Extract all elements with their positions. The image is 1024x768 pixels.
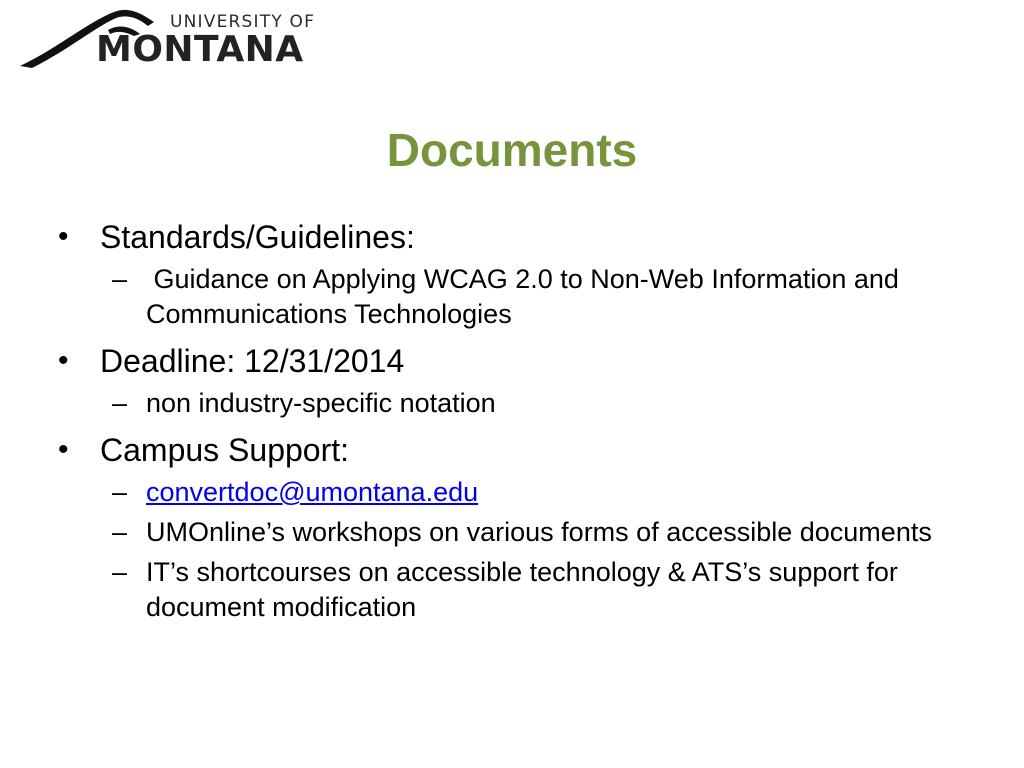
bullet-icon: • [58,344,69,377]
bullet-label: Campus Support: [100,432,350,468]
dash-icon: – [112,477,128,507]
sub-item-text: Guidance on Applying WCAG 2.0 to Non-Web Information and Communications Technologies [146,264,907,329]
bullet-campus-support [58,427,988,473]
dash-icon: – [112,388,128,418]
sub-item-text: IT’s shortcourses on accessible technology & ATS’s support for document modification [146,557,898,622]
sub-item-email [58,475,988,510]
sub-item-umonline-workshops [58,515,988,550]
bullet-icon: • [58,433,69,466]
sub-list-deadline [58,386,988,421]
sub-item-text: non industry-specific notation [146,388,496,418]
sub-item-it-shortcourses [58,555,988,625]
sub-list-standards [58,262,988,332]
email-link[interactable]: convertdoc@umontana.edu [146,477,479,507]
sub-list-campus-support [58,475,988,625]
bullet-label: Standards/Guidelines: [100,219,415,255]
slide-content [58,214,988,631]
sub-item-wcag-guidance [58,262,988,332]
dash-icon: – [112,517,128,547]
bullet-deadline [58,338,988,384]
slide-title: Documents [386,124,638,176]
dash-icon: – [112,557,128,587]
logo-university-of: UNIVERSITY OF [170,12,316,32]
university-logo [18,8,322,70]
bullet-standards [58,214,988,260]
bullet-icon: • [58,220,69,253]
dash-icon: – [112,264,128,294]
logo-montana: MONTANA [96,29,304,70]
sub-item-text: UMOnline’s workshops on various forms of accessible documents [146,517,932,547]
bullet-label: Deadline: 12/31/2014 [100,343,405,379]
sub-item-notation [58,386,988,421]
